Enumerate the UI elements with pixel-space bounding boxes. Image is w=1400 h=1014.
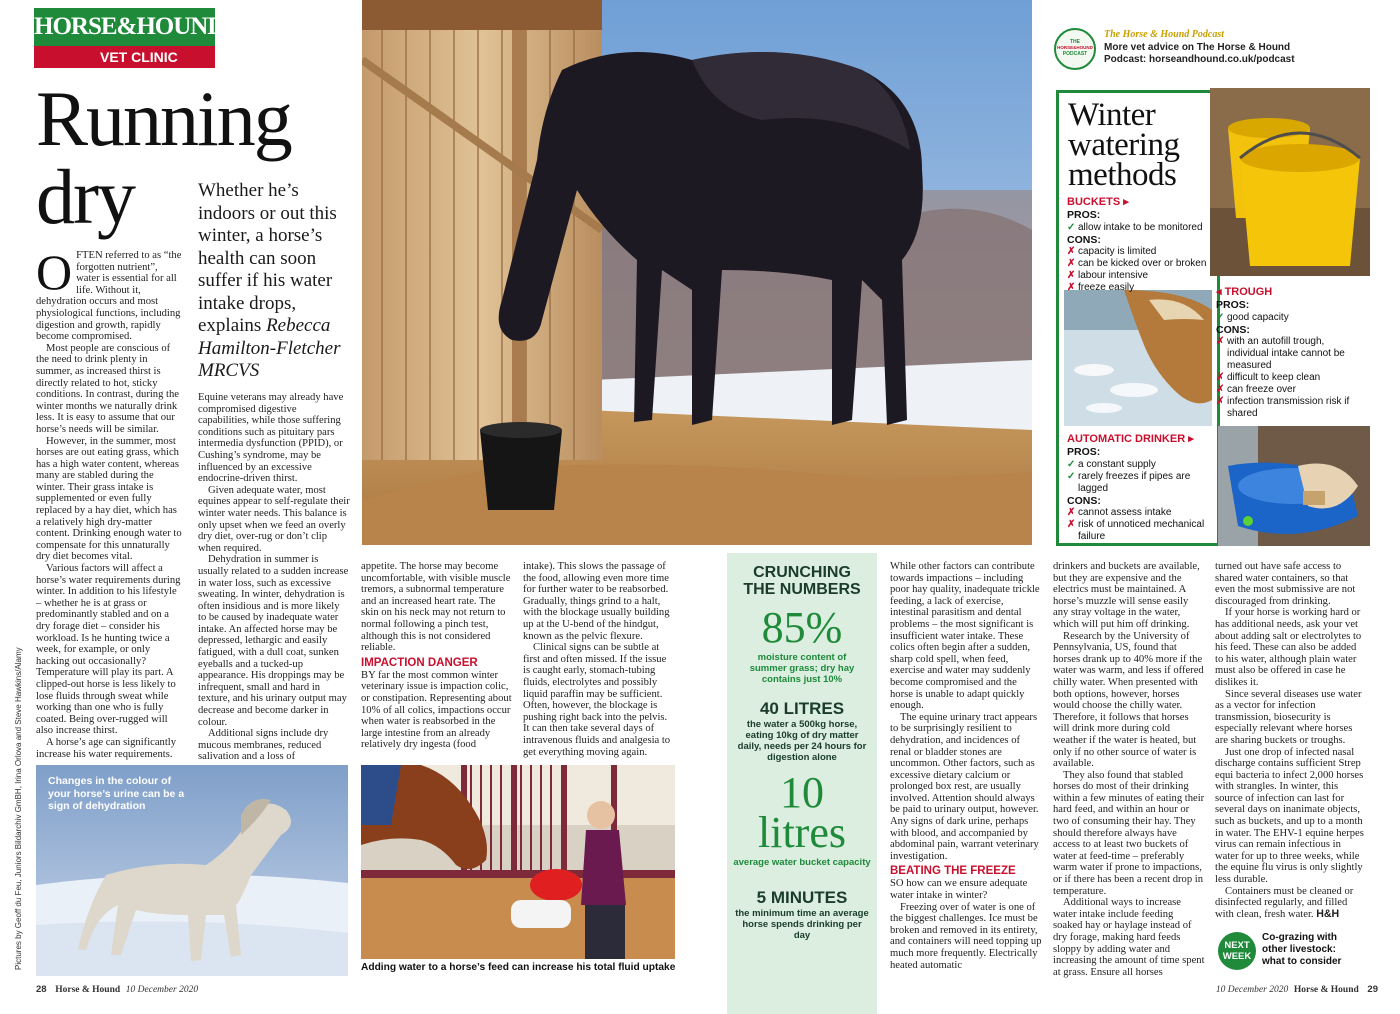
cross-icon: ✗ bbox=[1216, 336, 1225, 347]
cross-icon: ✗ bbox=[1216, 372, 1225, 383]
auto-drinker-heading: AUTOMATIC DRINKER ▸ bbox=[1067, 433, 1194, 445]
pro-item: ✓ good capacity bbox=[1216, 311, 1289, 323]
drop-cap: O bbox=[36, 244, 73, 300]
auto-drinker-section: AUTOMATIC DRINKER ▸ PROS: ✓ a constant supply ✓ rarely freezes if pipes are lagged CONS: ✗ cannot assess intake ✗ risk of unnoticed mechanical failure bbox=[1067, 433, 1215, 543]
stat-85-percent: 85% bbox=[761, 603, 843, 652]
podcast-promo: The Horse & Hound Podcast More vet advice on The Horse & Hound Podcast: horseandhound.co.uk/podcast bbox=[1104, 29, 1354, 67]
stable-photo-caption: Adding water to a horse’s feed can increase his total fluid uptake bbox=[361, 962, 676, 973]
cross-icon: ✗ bbox=[1067, 258, 1076, 269]
article-column-5: While other factors can contribute towards impactions – including poor hay quality, inadequate trickle feeding, a lack of exercise, intestinal parasitism and dental problems – the most significant is insufficient water intake. These colics often begin after a sudden, sharp cold spell, when feed, exercise and water may suddenly become compromised and the horse is unable to adapt quickly enough. The equine urinary tract appears to be surprisingly resilient to dehydration, and incidences of renal or bladder stones are uncommon. Other factors, such as excessive dietary calcium or prolonged box rest, are usually involved. Attention should always be paid to urinary output, however. Any signs of dark urine, perhaps with blood, and accompanied by abdominal pain, warrant veterinary investigation. BEATING THE FREEZE SO how can we ensure adequate water intake in winter? Freezing over of water is one of the biggest challenges. Ice must be broken and removed in its entirety, and containers will need topping up much more frequently. Electrically heated automatic bbox=[890, 561, 1042, 971]
stat-10-litres: 10 litres bbox=[758, 768, 846, 857]
main-horse-photo bbox=[362, 0, 1032, 545]
automatic-drinker-photo bbox=[1218, 426, 1370, 546]
cross-icon: ✗ bbox=[1067, 246, 1076, 257]
tick-icon: ✓ bbox=[1216, 311, 1225, 323]
crunch-title: CRUNCHING THE NUMBERS bbox=[743, 564, 861, 598]
con-item: ✗ risk of unnoticed mechanical failure bbox=[1067, 519, 1205, 542]
pro-item: ✓ rarely freezes if pipes are lagged bbox=[1067, 470, 1191, 494]
standfirst-author: Rebecca Hamilton-Fletcher MRCVS bbox=[198, 315, 341, 381]
cross-icon: ✗ bbox=[1067, 507, 1076, 518]
cross-icon: ✗ bbox=[1216, 396, 1225, 407]
buckets-section: BUCKETS ▸ PROS: ✓ allow intake to be monitored CONS: ✗ capacity is limited ✗ can be kicked over or broken ✗ labour intensive ✗ freeze easily bbox=[1067, 196, 1209, 294]
article-column-2: Equine veterans may already have compromised digestive capabilities, while those suffering conditions such as pituitary pars intermedia dysfunction (PPID), or Cushing’s syndrome, may be influenced by an excessive endocrine-driven thirst. Given adequate water, most equines appear to self-regulate their winter water needs. This balance is only upset when we feed an overly dry diet, over-rug or don’t clip when required. Dehydration in summer is usually related to a sudden increase in water loss, such as excessive sweating. In winter, dehydration is often insidious and is more likely to be caused by inadequate water intake. An affected horse may be depressed, lethargic and easily fatigued, with a dull coat, sunken eyeballs and a tucked-up appearance. His droppings may be infrequent, small and hard in texture, and his urinary output may decrease and become darker in colour. Additional signs include dry mucous membranes, reduced salivation and a loss of bbox=[198, 392, 350, 763]
buckets-heading: BUCKETS ▸ bbox=[1067, 196, 1129, 208]
con-item: ✗ difficult to keep clean bbox=[1216, 372, 1321, 383]
tick-icon: ✓ bbox=[1067, 221, 1076, 233]
page-number-left: 28 bbox=[36, 984, 47, 995]
article-column-6: drinkers and buckets are available, but they are expensive and the electrics must be maintained. A horse’s muzzle will sense easily any stray voltage in the water, which will put him off drinking. Research by the University of Pennsylvania, US, found that horses drank up to 40% more if the water was warm, and less if offered chilly water. When presented with both options, however, horses would choose the chilly water. Therefore, it follows that horses will drink more during cold weather if the water is heated, but only if no other source of water is available. They also found that stabled horses do most of their drinking within a few minutes of eating their hard feed, and within an hour or two of consuming their hay. They should therefore always have access to at least two buckets of water at feed-time – preferably warm water if prone to impactions, or if there has been a recent drop in temperature. Additional ways to increase water intake include feeding soaked hay or haylage instead of dry forage, making hard feeds sloppy by adding water and increasing the amount of time spent at grass. Ensure all horses bbox=[1053, 561, 1205, 978]
footer-right: 10 December 2020 Horse & Hound 29 bbox=[1215, 984, 1378, 995]
trough-photo bbox=[1064, 290, 1212, 426]
con-item: ✗ cannot assess intake bbox=[1067, 507, 1172, 518]
cross-icon: ✗ bbox=[1067, 519, 1076, 530]
cross-icon: ✗ bbox=[1067, 270, 1076, 281]
trough-heading: ◂ TROUGH bbox=[1216, 286, 1273, 298]
winter-title: Winter watering methods bbox=[1068, 97, 1180, 193]
tick-icon: ✓ bbox=[1067, 458, 1076, 470]
con-item: ✗ freeze easily bbox=[1067, 282, 1135, 293]
signoff: H&H bbox=[1316, 907, 1340, 920]
con-item: ✗ infection transmission risk if shared bbox=[1216, 396, 1350, 419]
con-item: ✗ can be kicked over or broken bbox=[1067, 258, 1207, 269]
con-item: ✗ with an autofill trough, individual intake cannot be measured bbox=[1216, 336, 1345, 371]
footer-left: 28 Horse & Hound 10 December 2020 bbox=[36, 984, 199, 995]
trough-section: ◂ TROUGH PROS: ✓ good capacity CONS: ✗ with an autofill trough, individual intake cannot be measured ✗ difficult to keep clean ✗ can freeze over ✗ infection transmission risk if shared bbox=[1216, 286, 1366, 420]
stable-water-photo bbox=[361, 765, 675, 959]
article-column-4: intake). This slows the passage of the food, allowing even more time for further water to be reabsorbed. Gradually, things grind to a halt, with the blockage usually building up at the U-bend of the hindgut, known as the pelvic flexure. Clinical signs can be subtle at first and often missed. If the issue is caught early, stomach-tubing fluids, electrolytes and possibly liquid paraffin may be sufficient. Often, however, the blockage is pushing right back into the pelvis. It can then take several days of intravenous fluids and analgesia to get everything moving again. bbox=[523, 561, 671, 758]
standfirst-text: Whether he’s indoors or out this winter, a horse’s health can soon suffer if his water intake drops, explains bbox=[198, 180, 337, 336]
tick-icon: ✓ bbox=[1067, 470, 1076, 482]
podcast-badge: THE HORSE&HOUND PODCAST bbox=[1054, 28, 1096, 70]
pro-item: ✓ allow intake to be monitored bbox=[1067, 221, 1203, 233]
buckets-photo bbox=[1210, 88, 1370, 276]
brand-logo: HORSE&HOUND bbox=[34, 8, 215, 46]
con-item: ✗ can freeze over bbox=[1216, 384, 1296, 395]
standfirst bbox=[198, 180, 358, 383]
impaction-subhead: IMPACTION DANGER bbox=[361, 656, 478, 669]
cross-icon: ✗ bbox=[1067, 282, 1076, 293]
stat-5-minutes: 5 MINUTES bbox=[756, 888, 848, 907]
headline-line1: Running bbox=[36, 75, 291, 162]
next-week-teaser: Co-grazing with other livestock: what to consider bbox=[1262, 932, 1342, 967]
con-item: ✗ capacity is limited bbox=[1067, 246, 1157, 257]
section-label: VET CLINIC bbox=[34, 46, 215, 68]
picture-credit: Pictures by Geoff du Feu, Juniors Bildarchiv GmBH, Irina Orlova and Steve Hawkins/Alamy bbox=[14, 647, 23, 970]
next-week-badge: NEXT WEEK bbox=[1218, 932, 1256, 970]
stat-40-litres: 40 LITRES bbox=[759, 699, 845, 718]
article-column-7: turned out have safe access to shared water containers, so that even the most submissive are not discouraged from drinking. If your horse is working hard or has additional needs, ask your vet about adding salt or electrolytes to his feed. These can also be added to his water, although plain water must also be offered in case he dislikes it. Since several diseases use water as a vector for infection transmission, biosecurity is especially relevant where horses are sharing buckets or troughs. Just one drop of infected nasal discharge contains sufficient Strep equi bacteria to infect 2,000 horses with strangles. In winter, this source of infection can last for several days on inanimate objects, such as buckets, and up to a month in water. The EHV-1 equine herpes virus can remain infectious in water for up to three weeks, while the equine flu virus is only slightly less durable. Containers must be cleaned or disinfected regularly, and filled with clean, fresh water. H&H bbox=[1215, 561, 1364, 920]
crunching-numbers-content: CRUNCHING THE NUMBERS 85% moisture content of summer grass; dry hay contains just 10% 40 LITRES the water a 500kg horse, eating 10kg of dry matter daily, needs per 24 hours for digestion alone 10 litres average water bucket capacity 5 MINUTES the minimum time an average horse spends drinking per day bbox=[727, 564, 877, 941]
freeze-subhead: BEATING THE FREEZE bbox=[890, 865, 1016, 878]
podcast-title: The Horse & Hound Podcast bbox=[1104, 29, 1225, 40]
headline-line2: dry bbox=[36, 153, 134, 240]
snow-photo-caption: Changes in the colour of your horse’s urine can be a sign of dehydration bbox=[48, 775, 185, 812]
article-column-1: O FTEN referred to as “the forgotten nutrient”, water is essential for all life. Without it, dehydration occurs and most physiological functions, including digestion and growth, rapidly become compromised. Most people are conscious of the need to drink plenty in summer, as increased thirst is directly related to hot, sticky conditions. In contrast, during the winter months we naturally drink less. It is easy to assume that our horse’s needs will be similar. However, in the summer, most horses are out eating grass, which has a high water content, whereas many are stabled during the winter. Their grass intake is supplemented or even fully replaced by a hay diet, which has a relatively high dry-matter content. Drinking enough water to compensate for this unnaturally dry diet becomes vital. Various factors will affect a horse’s water requirements during winter. In addition to his lifestyle – whether he is at grass or predominantly stabled and on a dry forage diet – consider his workload. Is he hunting twice a week, for example, or only hacking out occasionally? Temperature will play its part. A clipped-out horse is less likely to lose fluids through sweat while working than one who is fully coated. Being over-rugged will also increase thirst. A horse’s age can significantly increase his water requirements. bbox=[36, 244, 182, 760]
pro-item: ✓ a constant supply bbox=[1067, 458, 1156, 470]
page-number-right: 29 bbox=[1367, 984, 1378, 995]
cross-icon: ✗ bbox=[1216, 384, 1225, 395]
masthead-logo bbox=[34, 8, 225, 70]
article-column-3: appetite. The horse may become uncomfortable, with visible muscle tremors, a subnormal temperature and an increased heart rate. The skin on his neck may not return to normal following a pinch test, although this is not considered reliable. IMPACTION DANGER BY far the most common winter veterinary issue is impaction colic, or constipation. Representing about 10% of all colics, impactions occur when water is reabsorbed in the large intestine from an already relatively dry ingesta (food bbox=[361, 561, 512, 751]
con-item: ✗ labour intensive bbox=[1067, 270, 1149, 281]
